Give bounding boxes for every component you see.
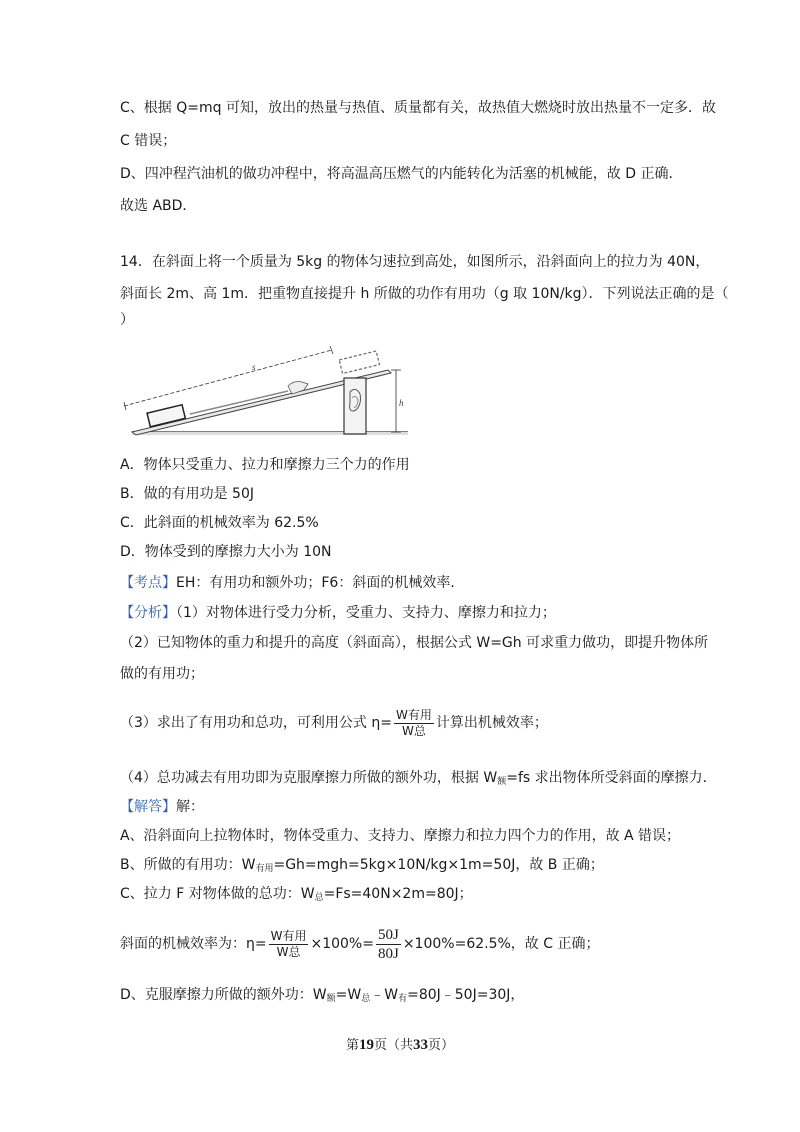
fenxi-line4: （4）总功减去有用功即为克服摩擦力所做的额外功，根据 $W_额=fs$ 求出物体所受斜面的摩擦力． xyxy=(120,770,717,787)
ground-base xyxy=(132,432,408,435)
length-dimension-line xyxy=(124,350,332,406)
fenxi-line2a: （2）已知物体的重力和提升的高度（斜面高），根据公式 W=Gh 可求重力做功，即提升物体所 xyxy=(120,635,709,651)
total-pages: 33 xyxy=(413,1037,428,1053)
intro-choose: 故选 ABD． xyxy=(120,198,197,214)
box-destination xyxy=(339,351,379,374)
efficiency-numeric-fraction: $\frac{50J}{80J}$ xyxy=(377,926,399,962)
kaodian-text: EH：有用功和额外功；F6：斜面的机械效率． xyxy=(176,575,465,591)
kaodian-line xyxy=(120,573,464,593)
answer-b: B、所做的有用功：$W_{有用}=Gh=mgh=5kg\times 10N/kg\times 1m=50J$，故 B 正确； xyxy=(120,857,604,874)
intro-d-line: D、四冲程汽油机的做功冲程中，将高温高压燃气的内能转化为活塞的机械能，故 D 正确． xyxy=(120,166,683,182)
option-c: C．此斜面的机械效率为 62.5% xyxy=(120,515,319,531)
answer-c: C、拉力 F 对物体做的总功：$W_总=Fs=40N\times 2m=80J$； xyxy=(120,886,473,903)
fenxi-text1: （1）对物体进行受力分析，受重力、支持力、摩擦力和拉力； xyxy=(176,605,556,621)
answer-a: A、沿斜面向上拉物体时，物体受重力、支持力、摩擦力和拉力四个力的作用，故 A 错误； xyxy=(120,828,681,844)
page-footer: 第19页（共33页） xyxy=(345,1037,455,1053)
intro-c-line1: C、根据 Q=mq 可知，放出的热量与热值、质量都有关，故热值大燃烧时放出热量不一定多．故 xyxy=(120,100,716,116)
current-page: 19 xyxy=(358,1037,374,1053)
jieda-text: 解： xyxy=(176,799,204,815)
option-b: B．做的有用功是 50J xyxy=(120,486,254,502)
jieda-tag: 【解答】 xyxy=(120,799,176,815)
incline-figure xyxy=(120,336,410,444)
jieda-line xyxy=(120,797,204,817)
efficiency-fraction: $\frac{\text{W有用}}{\text{W总}}$ xyxy=(395,707,432,738)
fenxi-line3: （3）求出了有用功和总功，可利用公式 η= $\frac{\text{W有用}}{\text{W总}}$ 计算出机械效率； xyxy=(120,707,548,738)
pull-rope xyxy=(190,391,288,414)
fenxi-line2b: 做的有用功； xyxy=(120,666,204,682)
question-line3: ） xyxy=(120,312,134,328)
option-a: A．物体只受重力、拉力和摩擦力三个力的作用 xyxy=(120,457,410,473)
question-line2: 斜面长 2m、高 1m．把重物直接提升 h 所做的功作有用功（g 取 10N/kg）．下列说法正确的是（ xyxy=(120,286,729,302)
answer-efficiency: 斜面的机械效率为：η= $\frac{\text{W有用}}{\text{W总}}$ ×100%= $\frac{50J}{80J}$ ×100%=62.5%，故 C 正确； xyxy=(120,926,600,962)
label-h: h xyxy=(399,398,404,408)
kaodian-tag: 【考点】 xyxy=(120,575,176,591)
option-d: D．物体受到的摩擦力大小为 10N xyxy=(120,544,332,560)
efficiency-symbolic-fraction: $\frac{\text{W有用}}{\text{W总}}$ xyxy=(270,928,307,959)
support-block xyxy=(344,378,366,434)
answer-d: D、克服摩擦力所做的额外功：$W_额=W_总﹣W_有=80J﹣50J=30J$， xyxy=(120,987,525,1004)
fenxi-line1 xyxy=(120,603,556,623)
question-line1: 14．在斜面上将一个质量为 5kg 的物体匀速拉到高处，如图所示，沿斜面向上的拉力为 40N， xyxy=(120,254,710,270)
incline-diagram xyxy=(120,336,410,444)
fenxi-tag: 【分析】 xyxy=(120,605,176,621)
intro-c-line2: C 错误； xyxy=(120,133,177,149)
label-s: s xyxy=(252,362,256,372)
